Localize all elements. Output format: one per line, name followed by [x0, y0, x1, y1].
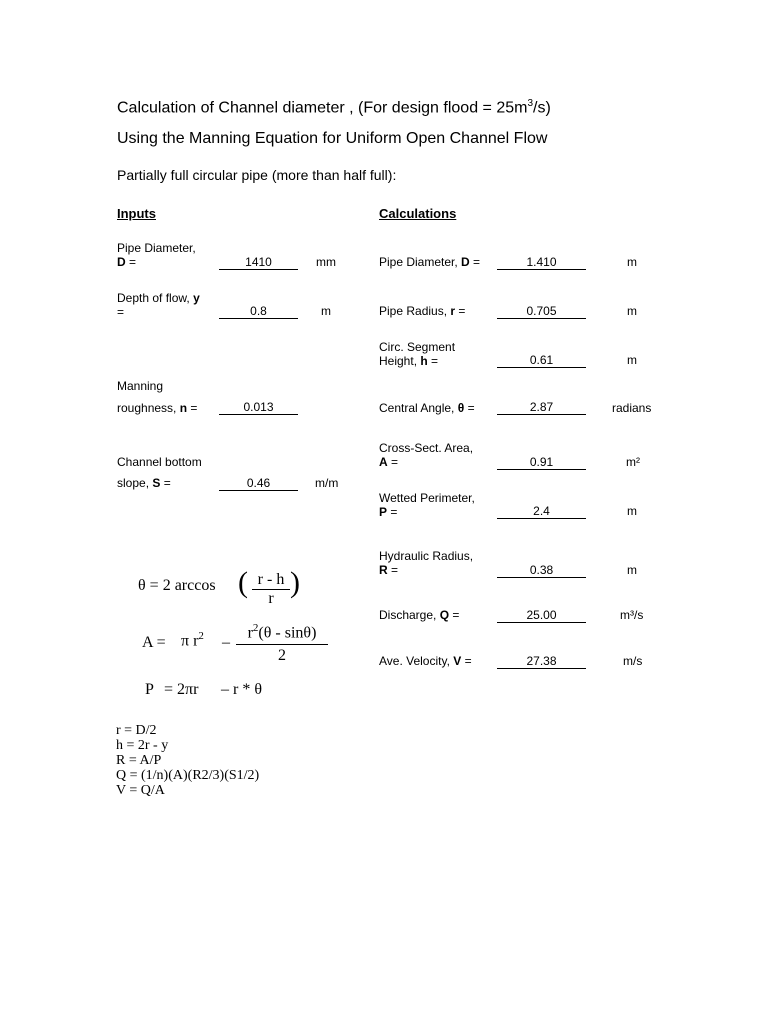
- inputs-heading: Inputs: [117, 206, 156, 221]
- calc-pipe-radius-label: Pipe Radius, r =: [379, 304, 466, 318]
- equation-perimeter-eq: = 2πr: [164, 681, 199, 698]
- calc-segment-height-unit: m: [627, 353, 637, 367]
- input-manning-value[interactable]: 0.013: [219, 400, 298, 415]
- calc-hydraulic-radius-value: 0.38: [497, 563, 586, 578]
- calc-perimeter-unit: m: [627, 504, 637, 518]
- calculations-heading: Calculations: [379, 206, 457, 221]
- calc-hydraulic-radius-unit: m: [627, 563, 637, 577]
- calc-segment-height-value: 0.61: [497, 353, 586, 368]
- equation-theta-lhs: θ = 2 arccos: [138, 577, 216, 594]
- equation-area-lhs: A =: [142, 634, 166, 651]
- equation-area-fraction: $r^2(\theta - \sin\theta)$ 2: [236, 617, 328, 667]
- calc-velocity-unit: m/s: [623, 654, 643, 668]
- page-subtitle: Using the Manning Equation for Uniform Open Channel Flow: [117, 130, 548, 147]
- calc-area-unit: m²: [626, 455, 640, 469]
- input-slope-value[interactable]: 0.46: [219, 476, 298, 491]
- input-depth-unit: m: [321, 304, 331, 318]
- calc-pipe-radius-value: 0.705: [497, 304, 586, 319]
- equation-perimeter-lhs: P: [145, 681, 154, 698]
- equation-theta-paren-open: (: [238, 566, 248, 599]
- input-manning-label-line1: Manning: [117, 379, 164, 393]
- equation-area-pir: π $r^2$: [181, 630, 204, 650]
- page-title: Calculation of Channel diameter , (For design flood = $25m^3/s$): [117, 98, 551, 117]
- input-depth-label: Depth of flow, y =: [117, 291, 200, 319]
- calc-central-angle-label: Central Angle, θ =: [379, 401, 475, 415]
- input-depth-value[interactable]: 0.8: [219, 304, 298, 319]
- formula-R: R = A/P: [116, 753, 162, 768]
- formula-V: V = Q/A: [116, 783, 165, 798]
- input-pipe-diameter-value[interactable]: 1410: [219, 255, 298, 270]
- calc-central-angle-unit: radians: [612, 401, 652, 415]
- formula-Q: Q = (1/n)(A)(R2/3)(S1/2): [116, 768, 260, 783]
- formula-r: r = D/2: [116, 723, 157, 738]
- formula-list: [116, 723, 259, 798]
- input-slope-label-line1: Channel bottom: [117, 455, 202, 469]
- calc-discharge-value: 25.00: [497, 608, 586, 623]
- calc-segment-height-label: Circ. Segment Height, h =: [379, 340, 456, 368]
- calc-central-angle-value: 2.87: [497, 400, 586, 415]
- input-slope-label-line2: slope, S =: [117, 476, 171, 490]
- calc-area-label: Cross-Sect. Area, A =: [379, 441, 474, 469]
- input-pipe-diameter-unit: mm: [316, 255, 336, 269]
- equation-perimeter-rest: – r * θ: [221, 681, 262, 698]
- input-pipe-diameter-label: Pipe Diameter, D =: [117, 241, 196, 269]
- calc-pipe-diameter-label: Pipe Diameter, D =: [379, 255, 481, 269]
- calc-perimeter-label: Wetted Perimeter, P =: [379, 491, 475, 519]
- description: Partially full circular pipe (more than half full):: [117, 167, 397, 183]
- calc-velocity-value: 27.38: [497, 654, 586, 669]
- equation-area-minus: –: [222, 634, 230, 651]
- input-slope-unit: m/m: [315, 476, 339, 490]
- calc-discharge-unit: m³/s: [620, 608, 644, 622]
- calc-pipe-diameter-value: 1.410: [497, 255, 586, 270]
- input-manning-label-line2: roughness, n =: [117, 401, 198, 415]
- calc-hydraulic-radius-label: Hydraulic Radius, R =: [379, 549, 474, 577]
- calc-area-value: 0.91: [497, 455, 586, 470]
- calc-perimeter-value: 2.4: [497, 504, 586, 519]
- formula-h: h = 2r - y: [116, 738, 169, 753]
- calc-velocity-label: Ave. Velocity, V =: [379, 654, 472, 668]
- calc-pipe-diameter-unit: m: [627, 255, 637, 269]
- equation-theta-paren-close: ): [290, 566, 300, 599]
- equation-theta-fraction: r - h r: [252, 571, 290, 608]
- calc-discharge-label: Discharge, Q =: [379, 608, 460, 622]
- calc-pipe-radius-unit: m: [627, 304, 637, 318]
